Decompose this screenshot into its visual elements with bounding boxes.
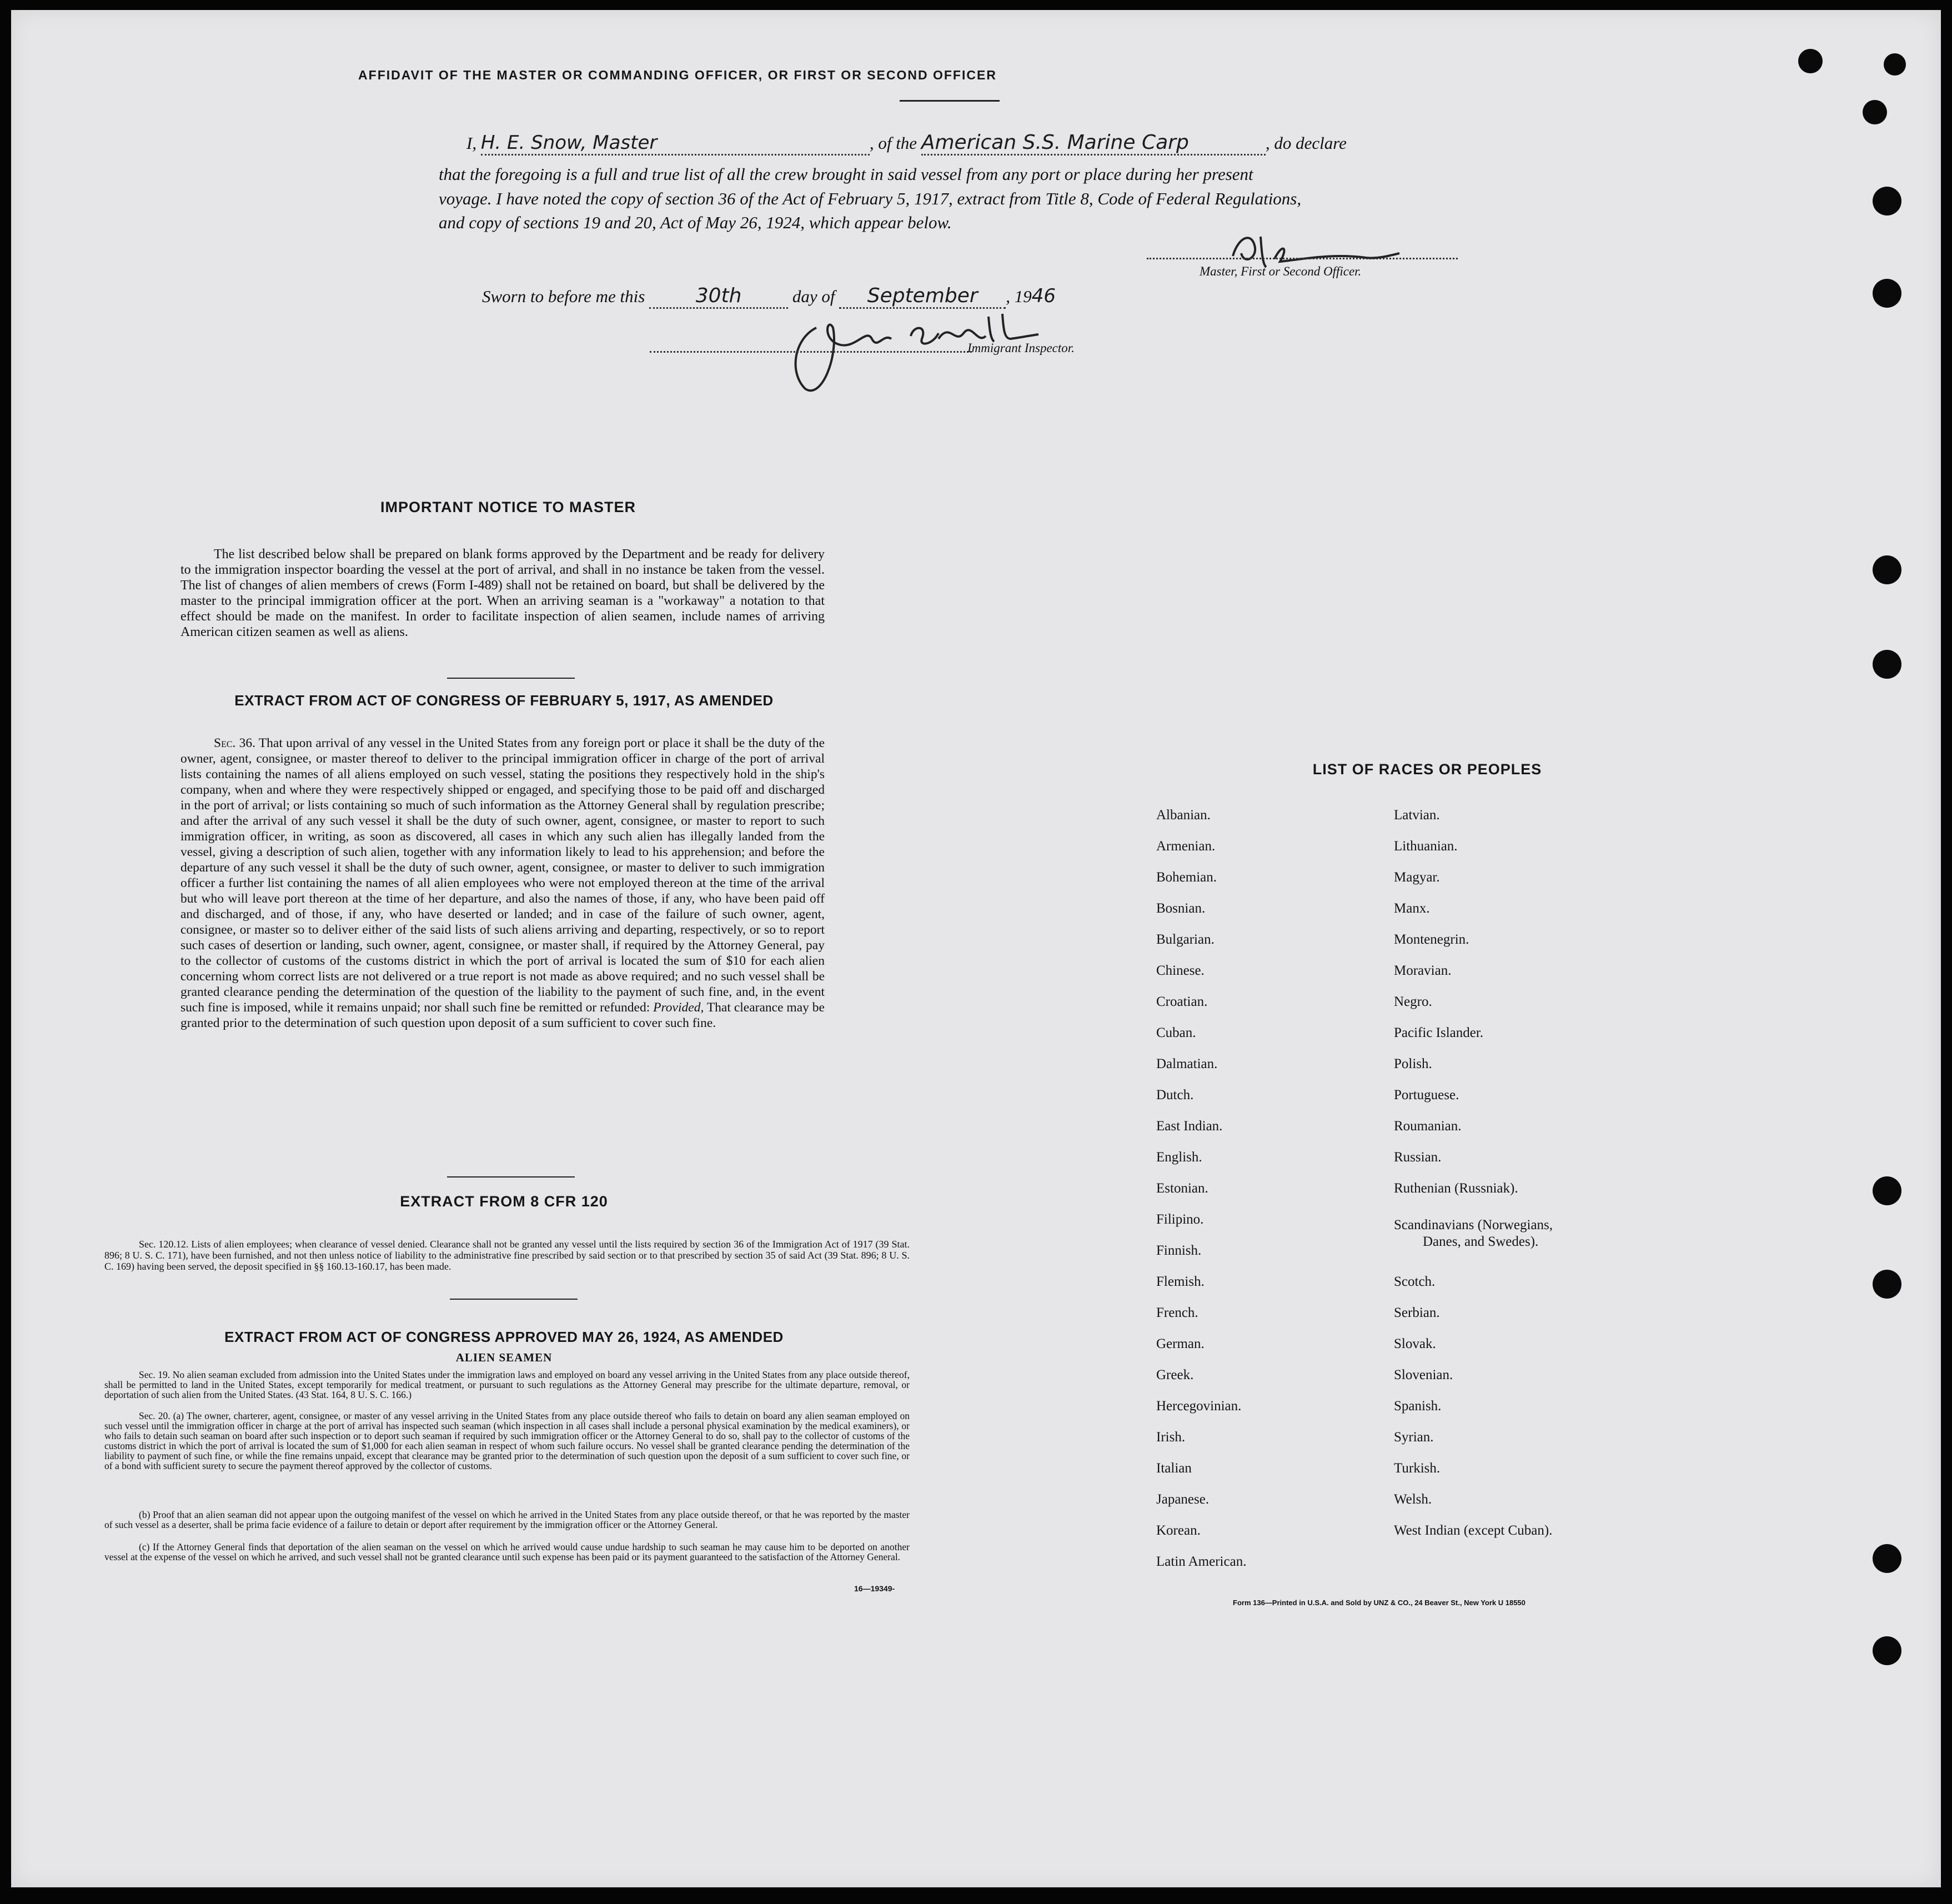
race-item: Greek. <box>1156 1367 1194 1382</box>
section-rule <box>447 678 575 679</box>
cfr-heading: EXTRACT FROM 8 CFR 120 <box>400 1193 608 1210</box>
race-item: Spanish. <box>1394 1399 1442 1414</box>
section-rule <box>447 1176 575 1178</box>
affidavit-line-4: and copy of sections 19 and 20, Act of May 26, 1924, which appear below. <box>439 213 952 232</box>
race-item: Albanian. <box>1156 808 1211 823</box>
extract-1917-heading: EXTRACT FROM ACT OF CONGRESS OF FEBRUARY 5, 1917, AS AMENDED <box>234 692 774 709</box>
inspector-signature <box>772 305 1050 405</box>
affidavit-line-1 <box>466 131 1347 156</box>
race-item: Ruthenian (Russniak). <box>1394 1181 1518 1196</box>
day-of-label: day of <box>792 287 835 306</box>
vessel-name-handwritten: American S.S. Marine Carp <box>921 131 1266 156</box>
race-item: Filipino. <box>1156 1212 1204 1227</box>
printer-footer: Form 136—Printed in U.S.A. and Sold by UNZ & CO., 24 Beaver St., New York U 18550 <box>1233 1599 1526 1607</box>
binder-hole <box>1873 187 1901 216</box>
race-item: West Indian (except Cuban). <box>1394 1523 1553 1538</box>
cfr-body: Sec. 120.12. Lists of alien employees; when clearance of vessel denied. Clearance shall not be granted any vessel until the lists required by section 36 of the Immigration Act of 1917 (39 Stat. 896; 8 U. S. C. 171), have been furnished, and not then unless notice of liability to the administrative fine prescribed by said section or to that prescribed by section 35 of said Act (39 Stat. 896; 8 U. S. C. 169) having been served, the deposit specified in §§ 160.13-160.17, has been made. <box>104 1239 910 1272</box>
race-item: Magyar. <box>1394 870 1440 885</box>
race-item: German. <box>1156 1336 1205 1351</box>
race-item: Latvian. <box>1394 808 1440 823</box>
race-item: Flemish. <box>1156 1274 1205 1289</box>
binder-hole <box>1884 53 1906 76</box>
year-prefix: , 19 <box>1006 287 1032 306</box>
race-item: Montenegrin. <box>1394 932 1469 947</box>
affidavit-title: AFFIDAVIT OF THE MASTER OR COMMANDING OFFICER, OR FIRST OR SECOND OFFICER <box>358 68 997 82</box>
sec-36-text: That upon arrival of any vessel in the United States from any foreign port or place it shall be the duty of the owner, agent, consignee, or master thereof to deliver to the principal immigration officer in charge of the port of arrival lists containing the names of all aliens employed on such vessel, stating the positions they respectively hold in the ship's company, when and where they were respectively shipped or engaged, and specifying those to be paid off and discharged in the port of arrival; or lists containing so much of such information as the Attorney General shall by regulation prescribe; and after the arrival of any such vessel it shall be the duty of such owner, agent, consignee, or master to report to such immigration officer, in writing, as soon as discovered, all cases in which any such alien has illegally landed from the vessel, giving a description of such alien, together with any information likely to lead to his apprehension; and before the departure of any such vessel it shall be the duty of such owner, agent, consignee, or master to deliver to such immigration officer a further list containing the names of all alien employees who were not employed thereon at the time of the arrival but who will leave port thereon at the time of her departure, and also the names of those, if any, who have been paid off and discharged, and of those, if any, who have deserted or landed; and in case of the failure of such owner, agent, consignee, or master so to deliver either of the said lists of such aliens arriving and departing, respectively, or so to report such cases of desertion or landing, such owner, agent, consignee, or master shall, if required by the Attorney General, pay to the collector of customs of the customs district in which the port of arrival is located the sum of $10 for each alien concerning whom correct lists are not delivered or a true report is not made as above required; and no such vessel shall be granted clearance pending the determination of the question of the liability to the payment of such fine, and, in the event such fine is imposed, while it remains unpaid; nor shall such fine be remitted or refunded: <box>180 736 825 1015</box>
sec-20c-text: (c) If the Attorney General finds that deportation of the alien seaman on the vessel on which he arrived would cause undue hardship to such seaman he may cause him to be deported on another vessel at the expense of the vessel on which he arrived, and such vessel shall not be granted clearance until such expense has been paid or its payment guaranteed to the satisfaction of the Attorney General. <box>104 1541 910 1562</box>
alien-seamen-subheading: ALIEN SEAMEN <box>455 1351 553 1364</box>
race-item: Hercegovinian. <box>1156 1399 1242 1414</box>
race-item: Italian <box>1156 1461 1192 1476</box>
binder-hole <box>1873 1636 1901 1665</box>
race-item: Danes, and Swedes). <box>1423 1234 1539 1249</box>
race-item: Bulgarian. <box>1156 932 1215 947</box>
master-name-handwritten: H. E. Snow, Master <box>481 132 870 156</box>
race-item: East Indian. <box>1156 1119 1223 1134</box>
race-item: Welsh. <box>1394 1492 1432 1507</box>
race-item: Scotch. <box>1394 1274 1436 1289</box>
race-item: Lithuanian. <box>1394 839 1458 854</box>
race-item: Finnish. <box>1156 1243 1202 1258</box>
extract-1924-heading: EXTRACT FROM ACT OF CONGRESS APPROVED MAY 26, 1924, AS AMENDED <box>224 1329 784 1345</box>
inspector-signature-line <box>650 351 972 353</box>
master-signature-line <box>1147 258 1458 259</box>
race-item: Japanese. <box>1156 1492 1210 1507</box>
binder-hole <box>1873 555 1901 584</box>
race-item: Armenian. <box>1156 839 1216 854</box>
sec-36-text-end: That clearance may be granted prior to the determination of such question upon deposit of a sum sufficient to cover such fine. <box>180 1000 825 1030</box>
race-item: Roumanian. <box>1394 1119 1462 1134</box>
form-code: 16—19349- <box>854 1584 895 1593</box>
race-item: Manx. <box>1394 901 1430 916</box>
master-caption: Master, First or Second Officer. <box>1200 264 1362 278</box>
sec-19-text: Sec. 19. No alien seaman excluded from admission into the United States under the immigration laws and employed on board any vessel arriving in the United States from any place outside thereof, shall be permitted to land in the United States, except temporarily for medical treatment, or pursuant to such regulations as the Attorney General may prescribe for the ultimate departure, removal, or deportation of such alien from the United States. (43 Stat. 164, 8 U. S. C. 166.) <box>104 1369 910 1400</box>
race-item: English. <box>1156 1150 1202 1165</box>
race-item: Negro. <box>1394 994 1432 1009</box>
binder-hole <box>1873 1544 1901 1573</box>
binder-hole <box>1798 49 1823 73</box>
race-item: Scandinavians (Norwegians, <box>1394 1217 1553 1232</box>
race-item: Croatian. <box>1156 994 1208 1009</box>
race-item: Bosnian. <box>1156 901 1206 916</box>
binder-hole <box>1873 279 1901 308</box>
race-item: Polish. <box>1394 1056 1432 1071</box>
day-handwritten: 30th <box>649 284 788 309</box>
do-declare-label: , do declare <box>1265 133 1347 153</box>
affidavit-line-3: voyage. I have noted the copy of section 36 of the Act of February 5, 1917, extract from Title 8, Code of Federal Regulations, <box>439 189 1302 208</box>
race-item: Estonian. <box>1156 1181 1208 1196</box>
race-item: Slovenian. <box>1394 1367 1453 1382</box>
race-item: Chinese. <box>1156 963 1205 978</box>
affidavit-line-2: that the foregoing is a full and true list of all the crew brought in said vessel from any port or place during her present <box>439 164 1253 184</box>
races-heading: LIST OF RACES OR PEOPLES <box>1312 761 1542 778</box>
sec-20b-text: (b) Proof that an alien seaman did not appear upon the outgoing manifest of the vessel on which he arrived in the United States from any place outside thereof, or that he was reported by the master of such vessel as a deserter, shall be prima facie evidence of a failure to detain or deport after requirement by the immigration officer or the Attorney General. <box>104 1509 910 1530</box>
race-item: Portuguese. <box>1394 1088 1459 1103</box>
notice-body: The list described below shall be prepared on blank forms approved by the Department and be ready for delivery to the immigration inspector boarding the vessel at the port of arrival, and shall in no instance be taken from the vessel. The list of changes of alien members of crews (Form I-489) shall not be retained on board, but shall be delivered by the master to the principal immigration officer at the port. When an arriving seaman is a "workaway" a notation to that effect should be made on the manifest. In order to facilitate inspection of alien seamen, include names of arriving American citizen seamen as well as aliens. <box>180 547 825 639</box>
race-item: Turkish. <box>1394 1461 1441 1476</box>
race-item: Syrian. <box>1394 1430 1434 1445</box>
binder-hole <box>1873 1270 1901 1299</box>
binder-hole <box>1863 100 1887 124</box>
binder-hole <box>1873 1176 1901 1205</box>
race-item: Cuban. <box>1156 1025 1196 1040</box>
race-item: Latin American. <box>1156 1554 1247 1569</box>
race-item: Russian. <box>1394 1150 1442 1165</box>
section-rule <box>450 1299 578 1300</box>
sworn-label: Sworn to before me this <box>482 287 645 306</box>
provided-word: Provided, <box>653 1000 704 1015</box>
race-item: Serbian. <box>1394 1305 1440 1320</box>
race-item: Dutch. <box>1156 1088 1194 1103</box>
month-handwritten: September <box>839 284 1006 309</box>
binder-hole <box>1873 650 1901 679</box>
sec-36-label: Sec. 36. <box>214 736 255 750</box>
inspector-caption: Immigrant Inspector. <box>967 341 1075 355</box>
race-item: Korean. <box>1156 1523 1201 1538</box>
extract-1917-body <box>180 735 825 1031</box>
race-item: Moravian. <box>1394 963 1452 978</box>
race-item: Irish. <box>1156 1430 1186 1445</box>
of-the-label: , of the <box>869 133 917 153</box>
race-item: Bohemian. <box>1156 870 1217 885</box>
race-item: Dalmatian. <box>1156 1056 1218 1071</box>
race-item: Slovak. <box>1394 1336 1436 1351</box>
race-item: French. <box>1156 1305 1198 1320</box>
sec-20a-text: Sec. 20. (a) The owner, charterer, agent, consignee, or master of any vessel arriving in the United States from any place outside thereof who fails to detain on board any alien seaman employed on such vessel until the immigration officer in charge at the port of arrival has inspected such seaman (which inspection in all cases shall include a personal physical examination by the medical examiners), or who fails to detain such seaman on board after such inspection or to deport such seaman if required by such immigration officer or the Attorney General to do so, shall pay to the collector of customs of the customs district in which the port of arrival is located the sum of $1,000 for each alien seaman in respect of whom such failure occurs. No vessel shall be granted clearance pending the determination of the liability to payment of such fine, or while the fine remains unpaid, except that clearance may be granted prior to the determination of such question upon the deposit of a sum sufficient to cover such fine, or of a bond with sufficient surety to secure the payment thereof approved by the collector of customs. <box>104 1410 910 1471</box>
race-item: Pacific Islander. <box>1394 1025 1484 1040</box>
year-handwritten: 46 <box>1031 285 1056 307</box>
notice-heading: IMPORTANT NOTICE TO MASTER <box>380 499 636 515</box>
i-label: I, <box>466 133 477 153</box>
title-rule <box>900 100 1000 102</box>
document-page <box>11 10 1941 1887</box>
